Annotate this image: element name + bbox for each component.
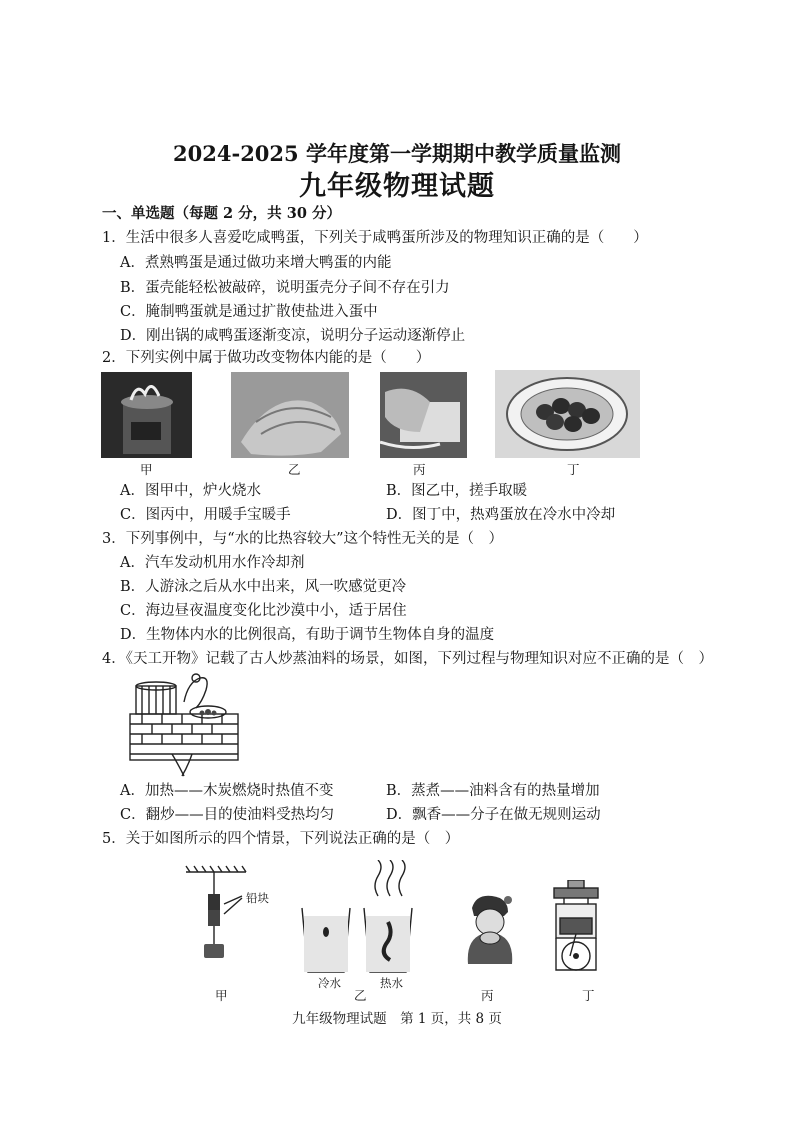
q3-option-c: C．海边昼夜温度变化比沙漠中小，适于居住 (120, 603, 407, 619)
photo-rubbing-hands (231, 372, 349, 458)
photo-eggs-in-water (495, 370, 640, 458)
q1-option-b: B．蛋壳能轻松被敲碎，说明蛋壳分子间不存在引力 (120, 280, 450, 296)
question-4-stem: 4．《天工开物》记载了古人炒蒸油料的场景，如图，下列过程与物理知识对应不正确的是（ ） (102, 651, 713, 667)
q4-option-a: A．加热——木炭燃烧时热值不变 (120, 783, 334, 799)
illustration-oil-steaming (122, 672, 248, 780)
photo-hand-warmer (380, 372, 467, 458)
q5-caption-ding: 丁 (582, 988, 595, 1003)
q3-option-d: D．生物体内水的比例很高，有助于调节生物体自身的温度 (120, 627, 495, 643)
q2-option-a: A．图甲中，炉火烧水 (120, 483, 261, 499)
diagram-engine-cylinder (548, 880, 604, 976)
q4-option-d: D．飘香——分子在做无规则运动 (386, 807, 601, 823)
question-2-stem: 2．下列实例中属于做功改变物体内能的是（ ） (102, 350, 431, 366)
q4-option-b: B．蒸煮——油料含有的热量增加 (386, 783, 600, 799)
exam-title: 2024-2025 学年度第一学期期中教学质量监测 (173, 141, 621, 166)
q3-option-a: A．汽车发动机用水作冷却剂 (120, 555, 305, 571)
q5-caption-bing: 丙 (481, 988, 494, 1003)
q5-caption-yi: 乙 (354, 988, 367, 1003)
q2-option-b: B．图乙中，搓手取暖 (386, 483, 528, 499)
q4-option-c: C．翻炒——目的使油料受热均匀 (120, 807, 335, 823)
q2-caption-ding: 丁 (567, 462, 580, 477)
q1-option-d: D．刚出锅的咸鸭蛋逐渐变凉，说明分子运动逐渐停止 (120, 328, 466, 344)
label-hot-water: 热水 (380, 976, 403, 990)
photo-stove-boiling (101, 372, 192, 458)
q1-option-c: C．腌制鸭蛋就是通过扩散使盐进入蛋中 (120, 304, 378, 320)
q2-caption-yi: 乙 (288, 462, 301, 477)
q2-caption-bing: 丙 (413, 462, 426, 477)
q1-option-a: A．煮熟鸭蛋是通过做功来增大鸭蛋的内能 (120, 255, 392, 271)
diagram-ink-diffusion (298, 860, 418, 980)
q2-option-d: D．图丁中，热鸡蛋放在冷水中冷却 (386, 507, 616, 523)
exam-subtitle: 九年级物理试题 (299, 171, 495, 202)
illustration-breathing-on-hands (462, 894, 518, 966)
question-5-stem: 5．关于如图所示的四个情景，下列说法正确的是（ ） (102, 831, 460, 847)
label-cold-water: 冷水 (318, 976, 341, 990)
question-3-stem: 3．下列事例中，与“水的比热容较大”这个特性无关的是（ ） (102, 531, 504, 547)
question-1-stem: 1．生活中很多人喜爱吃咸鸭蛋，下列关于咸鸭蛋所涉及的物理知识正确的是（ ） (102, 230, 648, 246)
label-lead-block: 铅块 (246, 891, 269, 905)
q2-caption-jia: 甲 (140, 462, 153, 477)
q2-option-c: C．图丙中，用暖手宝暖手 (120, 507, 291, 523)
q3-option-b: B．人游泳之后从水中出来，风一吹感觉更冷 (120, 579, 407, 595)
q5-caption-jia: 甲 (215, 988, 228, 1003)
section-heading: 一、单选题（每题 2 分，共 30 分） (102, 205, 341, 222)
diagram-lead-blocks (180, 864, 280, 974)
page-footer: 九年级物理试题 第 1 页，共 8 页 (292, 1011, 502, 1027)
